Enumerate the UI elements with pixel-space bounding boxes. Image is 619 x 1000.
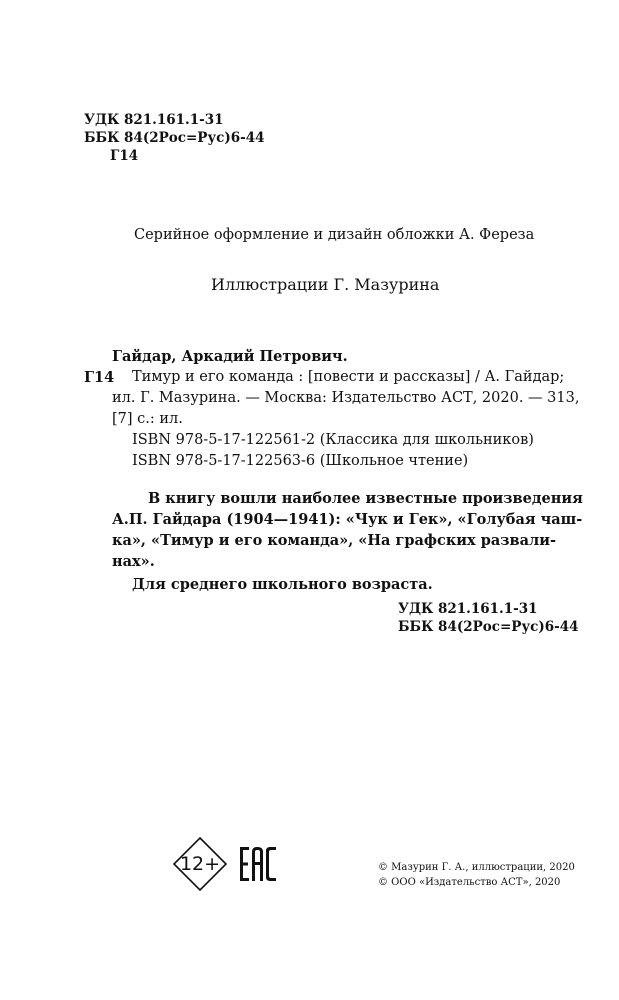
author-heading: Гайдар, Аркадий Петрович. — [112, 348, 348, 365]
isbn-line-2: ISBN 978-5-17-122563-6 (Школьное чтение) — [132, 453, 469, 469]
annotation-line-4: нах». — [112, 553, 155, 570]
annotation-line-1: В книгу вошли наиболее известные произведения — [148, 490, 583, 507]
series-design-credit: Серийное оформление и дизайн обложки А. Фереза — [134, 227, 535, 243]
bbk-code-top: ББК 84(2Рос=Рус)6-44 — [84, 130, 265, 146]
age-rating-badge — [172, 836, 228, 892]
annotation-line-2: А.П. Гайдара (1904—1941): «Чук и Гек», «Голубая чаш- — [112, 511, 583, 528]
author-sign-top: Г14 — [110, 148, 139, 164]
copyright-line-1: © Мазурин Г. А., иллюстрации, 2020 — [378, 862, 575, 873]
illustrations-credit: Иллюстрации Г. Мазурина — [211, 275, 440, 294]
age-rating-text: 12+ — [179, 853, 221, 875]
annotation-line-3: ка», «Тимур и его команда», «На графских развали- — [112, 532, 556, 549]
isbn-line-1: ISBN 978-5-17-122561-2 (Классика для школьников) — [132, 432, 534, 448]
author-sign: Г14 — [84, 369, 115, 386]
biblio-line-1: Тимур и его команда : [повести и рассказы] / А. Гайдар; — [132, 369, 565, 385]
eac-mark-icon — [239, 846, 279, 882]
udk-code-bottom: УДК 821.161.1-31 — [398, 601, 538, 617]
biblio-line-2: ил. Г. Мазурина. — Москва: Издательство АСТ, 2020. — 313, — [112, 390, 580, 406]
udk-code-top: УДК 821.161.1-31 — [84, 112, 224, 128]
copyright-line-2: © ООО «Издательство АСТ», 2020 — [378, 877, 561, 888]
biblio-line-3: [7] с.: ил. — [112, 411, 183, 427]
eac-mark-logo — [239, 846, 279, 882]
bbk-code-bottom: ББК 84(2Рос=Рус)6-44 — [398, 619, 579, 635]
annotation-line-5: Для среднего школьного возраста. — [132, 576, 433, 593]
